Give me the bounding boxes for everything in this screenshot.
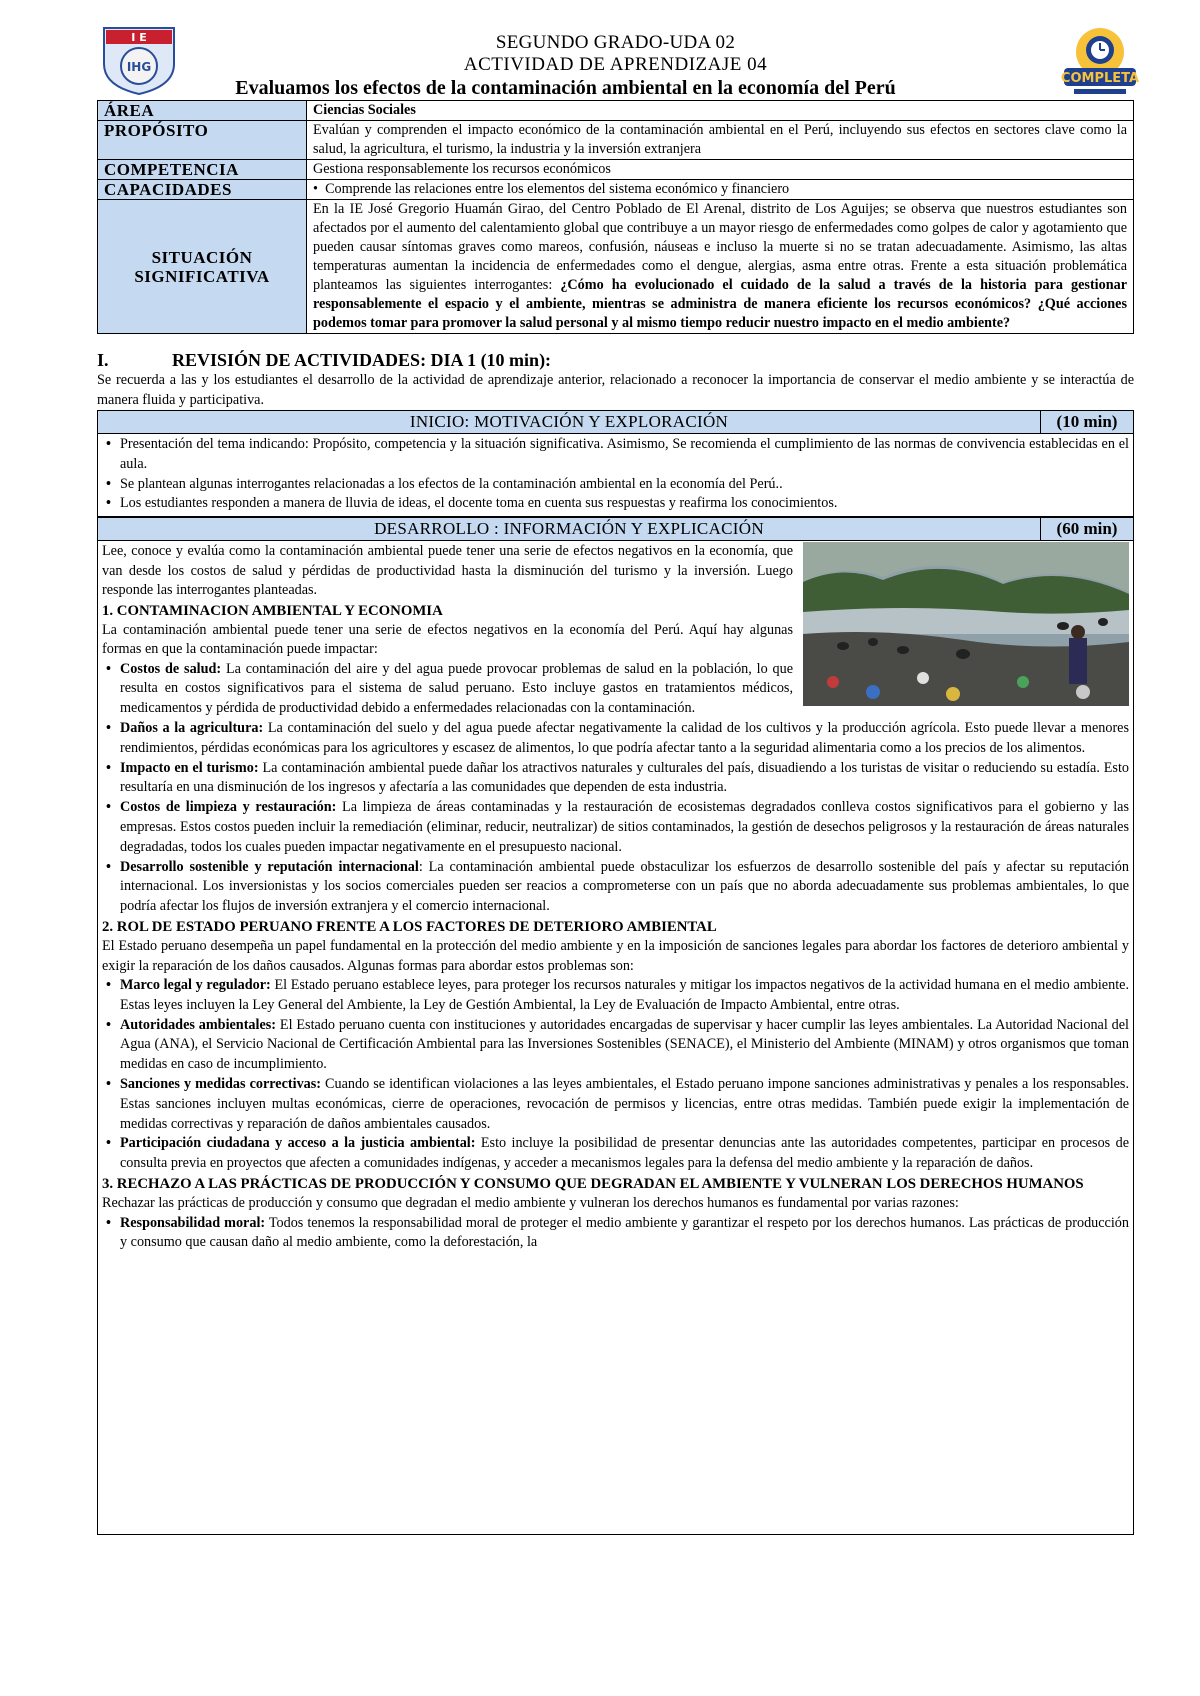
item-text: Cuando se identifican violaciones a las leyes ambientales, el Estado peruano impone sanciones administrativas y penales a los responsables. Estas sanciones incluyen multas económicas, cierre de operaciones, revocación de permisos y licencias, entre otras medidas. También puede exigir la implementación de medidas correctivas y reparación de daños ambientales causados. <box>120 1076 1130 1132</box>
item-text: : La contaminación ambiental puede obstaculizar los esfuerzos de desarrollo sostenible del país y afectar su reputación internacional. Los inversionistas y los socios comerciales pueden ser reacios a comprometerse con un país que no aborda adecuadamente sus problemas ambientales, lo que podría afectar los flujos de inversión extranjera y el comercio internacional. <box>120 858 1129 915</box>
situacion-value <box>307 200 1134 334</box>
revision-text: Se recuerda a las y los estudiantes el desarrollo de la actividad de aprendizaje anterior, relacionado a reconocer la importancia de conservar el medio ambiente y se interactúa de manera fluida y participativa. <box>97 372 1134 408</box>
section3-list <box>102 1214 1129 1254</box>
bullet-icon: • <box>313 181 326 197</box>
list-item <box>102 1016 1129 1075</box>
item-term: Sanciones y medidas correctivas: <box>120 1076 322 1093</box>
info-table <box>97 100 1134 334</box>
capacidades-cell <box>307 180 1134 200</box>
item-text: El Estado peruano cuenta con instituciones y autoridades encargadas de supervisar y hacer cumplir las leyes ambientales. La Autoridad Nacional del Agua (ANA), el Servicio Nacional de Certificación Ambiental para las Inversiones Sostenibles (SENACE), el Ministerio del Ambiente (MINAM) y otros organismos que toman medidas en caso de incumplimiento. <box>120 1016 1130 1073</box>
revision-number: I. <box>97 350 109 370</box>
section1-title: 1. CONTAMINACION AMBIENTAL Y ECONOMIA <box>102 602 443 619</box>
competencia-value: Gestiona responsablemente los recursos económicos <box>307 160 1134 180</box>
situacion-label-line1: SITUACIÓN <box>151 247 253 267</box>
item-term: Participación ciudadana y acceso a la justicia ambiental: <box>120 1135 476 1152</box>
item-term: Desarrollo sostenible y reputación internacional <box>120 858 419 875</box>
item-text: La contaminación ambiental puede dañar los atractivos naturales y culturales del país, disuadiendo a los turistas de visitar o reduciendo su estadía. Esto resultaría en una disminución de los ingresos y afectaría a las comunidades que dependen de esta industria. <box>120 759 1129 796</box>
situacion-text: En la IE José Gregorio Huamán Girao, del Centro Poblado de El Arenal, distrito de Los Aguijes; se observa que nuestros estudiantes son afectados por el aumento del calentamiento global que contribuye a un mayor riesgo de enfermedades como golpes de calor y agotamiento que pueden causar síntomas graves como mareos, confusión, náuseas e incluso la muerte si no se tratan adecuadamente. Asimismo, las altas temperaturas aumentan la incidencia de enfermedades como el dengue, alergias, asma entre otras. Frente a esta situación problemática planteamos las siguientes interrogantes: <box>313 201 1127 293</box>
list-item <box>102 660 1129 719</box>
item-text: El Estado peruano establece leyes, para proteger los recursos naturales y mitigar los impactos negativos de la actividad humana en el medio ambiente. Estas leyes incluyen la Ley General del Ambiente, la Ley de Gestión Ambiental, la Ley de Evaluación de Impacto Ambiental, entre otras. <box>120 977 1129 1013</box>
activity-title: Evaluamos los efectos de la contaminación ambiental en la economía del Perú <box>235 77 896 99</box>
list-item <box>102 719 1129 759</box>
item-term: Autoridades ambientales: <box>120 1016 277 1033</box>
list-item <box>102 759 1129 799</box>
inicio-list <box>102 435 1129 514</box>
section2-title: 2. ROL DE ESTADO PERUANO FRENTE A LOS FACTORES DE DETERIORO AMBIENTAL <box>102 919 717 936</box>
capacidades-value: Comprende las relaciones entre los elementos del sistema económico y financiero <box>325 181 790 197</box>
section1-text: La contaminación ambiental puede tener una serie de efectos negativos en la economía del Perú. Aquí hay algunas formas en que la contaminación puede impactar: <box>102 621 793 658</box>
inicio-box <box>97 434 1134 517</box>
svg-text:I E: I E <box>131 31 147 44</box>
inicio-bar <box>97 410 1134 434</box>
desarrollo-bar <box>97 517 1134 541</box>
situacion-label <box>98 200 307 334</box>
section1-list <box>102 660 1129 917</box>
list-item <box>102 1134 1129 1174</box>
list-item <box>102 798 1129 857</box>
list-item: • Los estudiantes responden a manera de lluvia de ideas, el docente toma en cuenta sus respuestas y reafirma los conocimientos. <box>102 494 1129 514</box>
list-item: • Se plantean algunas interrogantes relacionadas a los efectos de la contaminación ambiental en la economía del Perú.. <box>102 475 1129 495</box>
section3-title: 3. RECHAZO A LAS PRÁCTICAS DE PRODUCCIÓN Y CONSUMO QUE DEGRADAN EL AMBIENTE Y VULNERAN LOS DERECHOS HUMANOS <box>102 1176 1084 1193</box>
inicio-title: INICIO: MOTIVACIÓN Y EXPLORACIÓN <box>98 411 1041 434</box>
revision-title: REVISIÓN DE ACTIVIDADES: DIA 1 (10 min): <box>172 350 552 370</box>
situacion-label-line2: SIGNIFICATIVA <box>134 266 270 286</box>
item-text: La limpieza de áreas contaminadas y la restauración de ecosistemas degradados conlleva costos significativos para el gobierno y las empresas. Estos costos pueden incluir la remediación (eliminar, reducir, neutralizar) de sitios contaminados, la gestión de desechos peligrosos y la restauración de áreas naturales degradadas, todos los cuales pueden impactar negativamente en el presupuesto nacional. <box>120 799 1129 855</box>
proposito-label: PROPÓSITO <box>98 121 307 160</box>
item-term: Impacto en el turismo: <box>120 759 259 776</box>
activity-line: ACTIVIDAD DE APRENDIZAJE 04 <box>463 54 768 75</box>
desarrollo-title: DESARROLLO : INFORMACIÓN Y EXPLICACIÓN <box>98 518 1041 541</box>
grade-line: SEGUNDO GRADO-UDA 02 <box>495 32 736 53</box>
section2-text: El Estado peruano desempeña un papel fundamental en la protección del medio ambiente y en la imposición de sanciones legales para abordar los factores de deterioro ambiental y exigir la reparación de los daños causados. Algunas formas para abordar estos problemas son: <box>102 938 1129 974</box>
list-item: • Presentación del tema indicando: Propósito, competencia y la situación significativa. Asimismo, Se recomienda el cumplimiento de las normas de convivencia establecidas en el aula. <box>102 435 1129 475</box>
document-header <box>97 32 1134 100</box>
section2-list <box>102 976 1129 1174</box>
worksheet-page <box>97 22 1134 1535</box>
item-term: Daños a la agricultura: <box>120 720 264 737</box>
item-term: Costos de limpieza y restauración: <box>120 799 337 816</box>
area-value: Ciencias Sociales <box>307 101 1134 121</box>
list-item <box>102 1214 1129 1254</box>
competencia-label: COMPETENCIA <box>98 160 307 180</box>
item-text: La contaminación del suelo y del agua puede afectar negativamente la calidad de los cultivos y la producción agrícola. Esto puede llevar a menores rendimientos, pérdidas económicas para los agricultores y escasez de alimentos, lo que podría afectar tanto a la seguridad alimentaria como a los precios de los alimentos. <box>120 720 1129 756</box>
section3-text: Rechazar las prácticas de producción y consumo que degradan el medio ambiente y vulneran los derechos humanos es fundamental por varias razones: <box>102 1195 959 1212</box>
area-label: ÁREA <box>98 101 307 121</box>
svg-text:IHG: IHG <box>126 60 152 74</box>
item-term: Responsabilidad moral: <box>120 1214 266 1231</box>
desarrollo-intro: Lee, conoce y evalúa como la contaminación ambiental puede tener una serie de efectos negativos en la economía, que van desde los costos de salud y pérdidas de productividad hasta la disminución del turismo y la inversión. Luego responde las interrogantes planteadas. <box>102 543 793 599</box>
capacidades-label: CAPACIDADES <box>98 180 307 200</box>
item-term: Costos de salud: <box>120 660 222 677</box>
item-term: Marco legal y regulador: <box>120 977 271 994</box>
item-text: La contaminación del aire y del agua puede provocar problemas de salud en la población, lo que resulta en costos significativos para el sistema de salud peruano. Esto incluye gastos en tratamientos médicos, medicamentos y pérdida de productividad debido a enfermedades relacionadas con la contaminación. <box>120 660 793 717</box>
inicio-time: (10 min) <box>1041 411 1134 434</box>
list-item <box>102 976 1129 1016</box>
proposito-value: Evalúan y comprenden el impacto económico de la contaminación ambiental en el Perú, incluyendo sus efectos en sectores clave como la salud, la agricultura, el turismo, la industria y la inversión extranjera <box>307 121 1134 160</box>
desarrollo-time: (60 min) <box>1041 518 1134 541</box>
revision-heading <box>97 350 1134 371</box>
desarrollo-box <box>97 541 1134 1535</box>
item-text: Todos tenemos la responsabilidad moral de proteger el medio ambiente y garantizar el respeto por los derechos humanos. Las prácticas de producción y consumo que causan daño al medio ambiente, como la deforestación, la <box>120 1214 1129 1251</box>
item-text: Esto incluye la posibilidad de presentar denuncias ante las autoridades competentes, participar en procesos de consulta previa en proyectos que afecten a comunidades indígenas, y acceder a mecanismos legales para la defensa del medio ambiente y la reparación de daños. <box>120 1135 1129 1172</box>
situacion-questions: ¿Cómo ha evolucionado el cuidado de la salud a través de la historia para gestionar responsablemente el espacio y el ambiente, mientras se administra de manera eficiente los recursos económicos? ¿Qué acciones podemos tomar para promover la salud personal y al mismo tiempo reducir nuestro impacto en el medio ambiente? <box>313 277 1127 331</box>
svg-text:COMPLETA: COMPLETA <box>1060 71 1140 86</box>
list-item <box>102 1075 1129 1134</box>
list-item <box>102 858 1129 917</box>
